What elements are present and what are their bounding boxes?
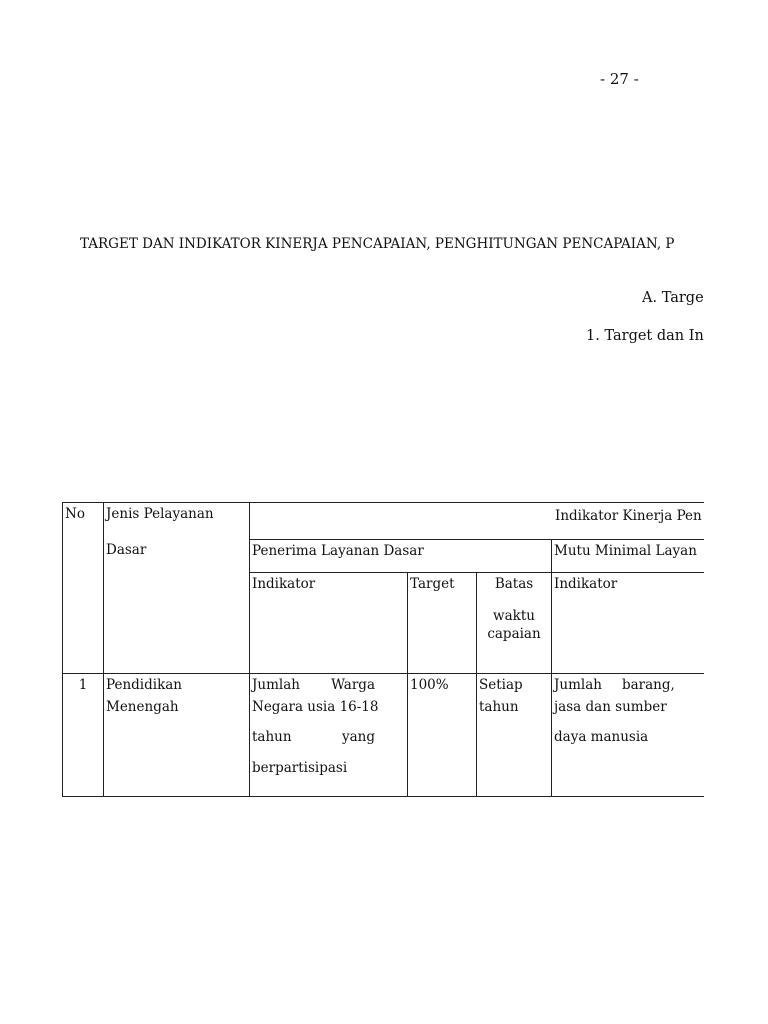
row-mutu-word1: Jumlah (554, 677, 602, 693)
header-indikator-kinerja (250, 503, 705, 540)
section-heading: A. Targe (642, 290, 704, 306)
row-mutu (552, 674, 705, 797)
row-mutu-line2: jasa dan sumber (554, 699, 667, 716)
table-row (63, 674, 705, 797)
page-number: - 27 - (600, 70, 639, 88)
row-batas-line2: tahun (479, 699, 519, 716)
table-container (62, 502, 704, 802)
document-title: TARGET DAN INDIKATOR KINERJA PENCAPAIAN, PENGHITUNGAN PENCAPAIAN, P (80, 236, 675, 252)
header-mutu (552, 540, 705, 573)
header-indikator-mutu-label: Indikator (554, 576, 618, 592)
spm-table (62, 502, 704, 797)
header-batas-line3: capaian (487, 626, 541, 643)
header-batas-waktu (477, 573, 552, 674)
row-indikator-word1: Jumlah (252, 677, 300, 693)
header-indikator-label: Indikator (252, 576, 316, 592)
row-no (63, 674, 104, 797)
header-no (63, 503, 104, 674)
row-indikator-word4: yang (341, 729, 375, 746)
header-indikator-mutu (552, 573, 705, 674)
row-target (408, 674, 477, 797)
table-header-row (63, 503, 705, 540)
row-target-value: 100% (410, 677, 449, 693)
row-mutu-word2: barang, (621, 677, 675, 693)
header-penerima (250, 540, 552, 573)
row-indikator (250, 674, 408, 797)
header-batas-line2: waktu (493, 608, 535, 625)
header-no-label: No (65, 506, 85, 522)
row-indikator-line4: berpartisipasi (252, 759, 348, 776)
header-indikator (250, 573, 408, 674)
header-indikator-kinerja-label: Indikator Kinerja Pen (555, 508, 702, 524)
row-jenis-line1: Pendidikan (106, 677, 183, 693)
header-mutu-label: Mutu Minimal Layan (554, 543, 697, 559)
header-jenis-line1: Jenis Pelayanan (106, 506, 214, 522)
row-mutu-line3: daya manusia (554, 729, 649, 746)
row-batas (477, 674, 552, 797)
header-batas-line1: Batas (494, 576, 534, 592)
header-jenis-pelayanan (104, 503, 250, 674)
row-jenis-line2: Menengah (106, 699, 179, 716)
row-indikator-word3: tahun (252, 729, 292, 746)
header-jenis-line2: Dasar (106, 542, 147, 559)
row-batas-line1: Setiap (479, 677, 523, 693)
sub-heading: 1. Target dan In (586, 328, 704, 344)
row-indikator-line2: Negara usia 16-18 (252, 699, 379, 716)
header-target-label: Target (410, 576, 455, 592)
row-jenis (104, 674, 250, 797)
row-indikator-word2: Warga (331, 677, 375, 693)
row-no-value: 1 (78, 677, 88, 693)
header-penerima-label: Penerima Layanan Dasar (252, 543, 424, 559)
header-target (408, 573, 477, 674)
